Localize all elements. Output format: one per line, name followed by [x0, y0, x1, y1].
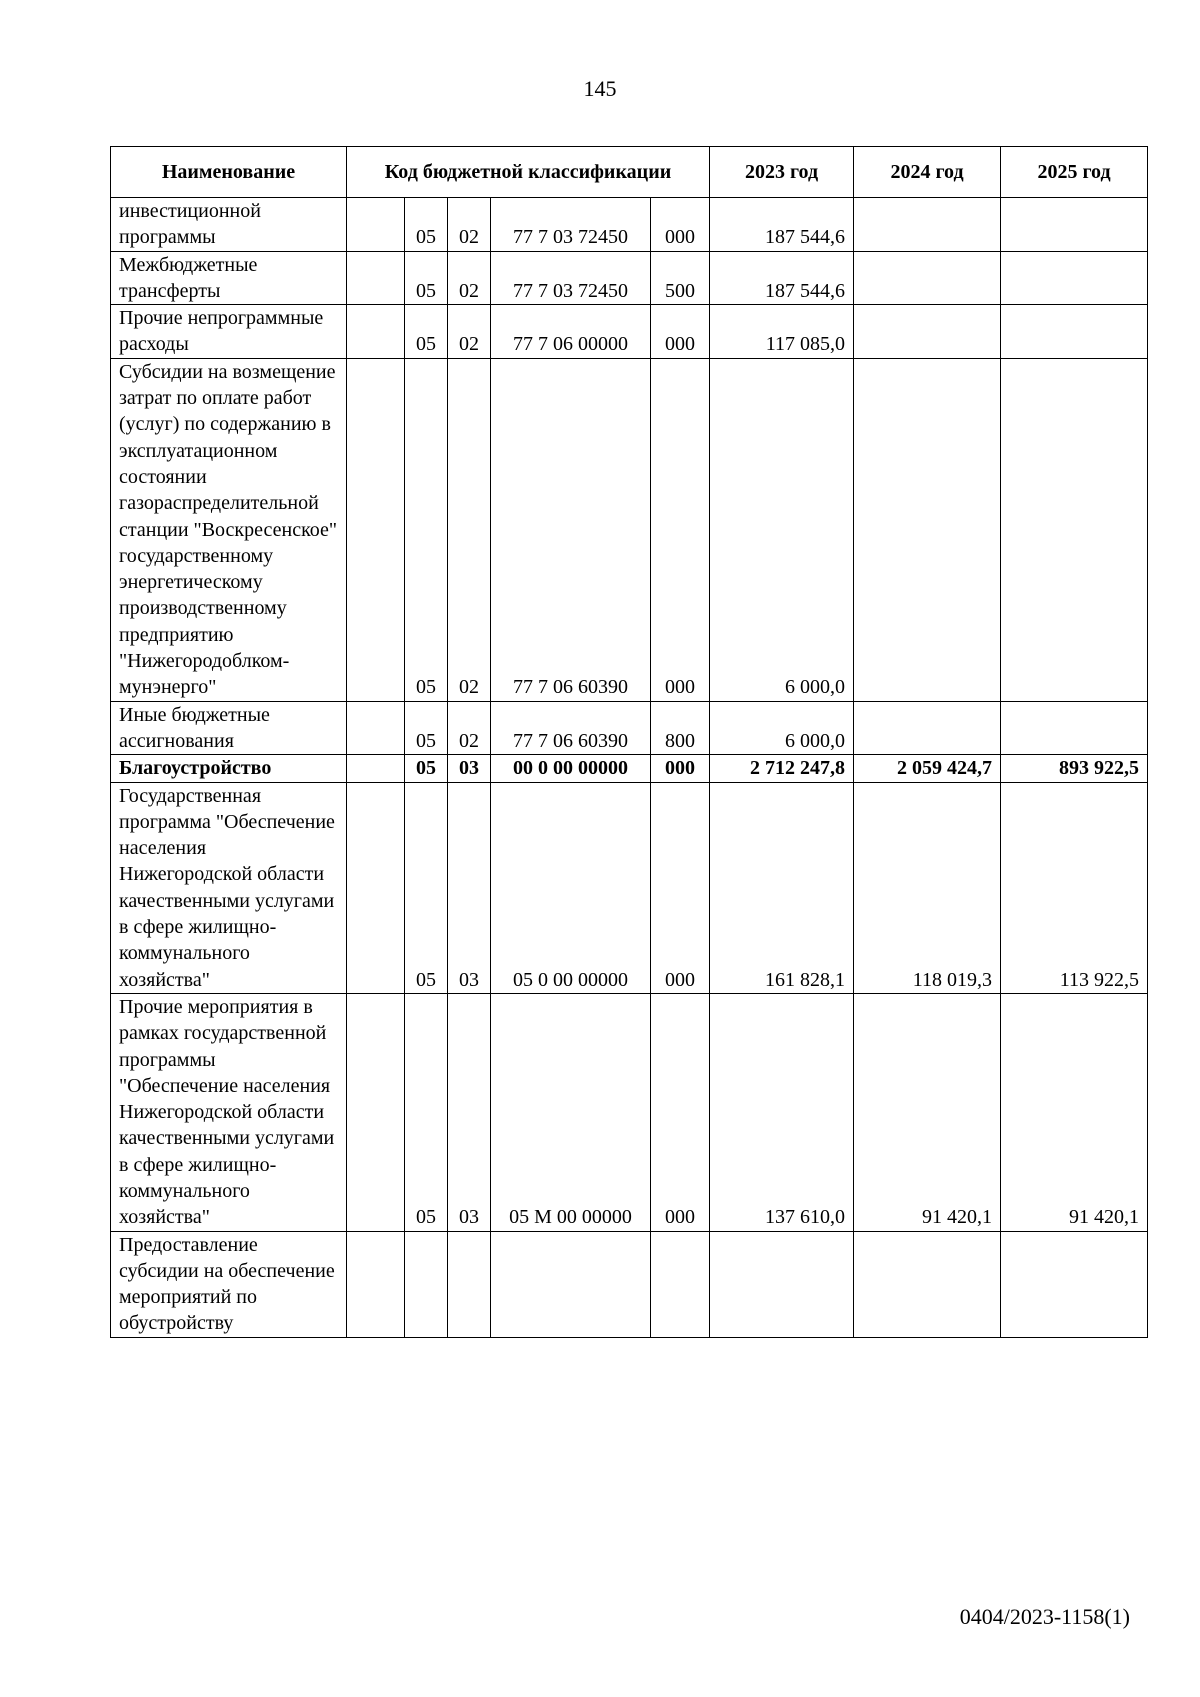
- code-target-cell: 00 0 00 00000: [491, 755, 651, 782]
- code-section-cell: 05: [405, 358, 448, 701]
- value-2024-cell: [854, 198, 1001, 252]
- table-row: [111, 1231, 1148, 1337]
- header-code: Код бюджетной классификации: [347, 147, 710, 198]
- budget-table: [110, 146, 1148, 1338]
- value-2024-cell: 2 059 424,7: [854, 755, 1001, 782]
- code-target-cell: 77 7 06 60390: [491, 358, 651, 701]
- code-subsection-cell: 02: [448, 701, 491, 755]
- code-section-cell: 05: [405, 198, 448, 252]
- code-section-cell: 05: [405, 782, 448, 993]
- row-name-cell: Прочие мероприятия в рамках государственной программы "Обеспечение населения Нижегородской области качественными услугами в сфере жилищно-коммунального хозяйства": [111, 993, 347, 1231]
- value-2023-cell: 187 544,6: [710, 251, 854, 305]
- header-row: [111, 147, 1148, 198]
- code-subsection-cell: 02: [448, 305, 491, 359]
- header-2024: 2024 год: [854, 147, 1001, 198]
- row-name-cell: Межбюджетные трансферты: [111, 251, 347, 305]
- code-subsection-cell: 02: [448, 251, 491, 305]
- page-number: 145: [583, 76, 617, 101]
- code-type-cell: [651, 1231, 710, 1337]
- code-subsection-cell: 02: [448, 358, 491, 701]
- value-2024-cell: 118 019,3: [854, 782, 1001, 993]
- header-2023: 2023 год: [710, 147, 854, 198]
- value-2025-cell: [1001, 1231, 1148, 1337]
- code-section-cell: 05: [405, 755, 448, 782]
- code-section-cell: 05: [405, 701, 448, 755]
- code-blank-cell: [347, 1231, 405, 1337]
- value-2023-cell: [710, 1231, 854, 1337]
- code-type-cell: 000: [651, 755, 710, 782]
- code-blank-cell: [347, 251, 405, 305]
- value-2025-cell: [1001, 251, 1148, 305]
- value-2023-cell: 161 828,1: [710, 782, 854, 993]
- value-2025-cell: [1001, 701, 1148, 755]
- code-subsection-cell: 03: [448, 993, 491, 1231]
- document-code: 0404/2023-1158(1): [959, 1604, 1130, 1629]
- code-section-cell: 05: [405, 305, 448, 359]
- value-2025-cell: [1001, 358, 1148, 701]
- code-subsection-cell: 02: [448, 198, 491, 252]
- header-2025: 2025 год: [1001, 147, 1148, 198]
- code-target-cell: 77 7 06 00000: [491, 305, 651, 359]
- code-blank-cell: [347, 305, 405, 359]
- value-2024-cell: [854, 701, 1001, 755]
- row-name-cell: Государственная программа "Обеспечение населения Нижегородской области качественными услугами в сфере жилищно-коммунального хозяйства": [111, 782, 347, 993]
- value-2024-cell: [854, 1231, 1001, 1337]
- value-2024-cell: [854, 305, 1001, 359]
- value-2024-cell: 91 420,1: [854, 993, 1001, 1231]
- code-subsection-cell: 03: [448, 782, 491, 993]
- code-target-cell: 77 7 03 72450: [491, 251, 651, 305]
- row-name-cell: инвестиционной программы: [111, 198, 347, 252]
- value-2023-cell: 6 000,0: [710, 701, 854, 755]
- table-row: [111, 701, 1148, 755]
- value-2023-cell: 6 000,0: [710, 358, 854, 701]
- table-row: [111, 198, 1148, 252]
- code-type-cell: 000: [651, 782, 710, 993]
- code-type-cell: 800: [651, 701, 710, 755]
- value-2023-cell: 187 544,6: [710, 198, 854, 252]
- code-subsection-cell: 03: [448, 755, 491, 782]
- code-section-cell: 05: [405, 993, 448, 1231]
- row-name-cell: Предоставление субсидии на обеспечение мероприятий по обустройству: [111, 1231, 347, 1337]
- code-blank-cell: [347, 782, 405, 993]
- code-target-cell: [491, 1231, 651, 1337]
- code-type-cell: 000: [651, 305, 710, 359]
- code-blank-cell: [347, 358, 405, 701]
- code-type-cell: 000: [651, 358, 710, 701]
- value-2025-cell: 893 922,5: [1001, 755, 1148, 782]
- code-subsection-cell: [448, 1231, 491, 1337]
- code-target-cell: 05 М 00 00000: [491, 993, 651, 1231]
- code-target-cell: 77 7 03 72450: [491, 198, 651, 252]
- code-section-cell: [405, 1231, 448, 1337]
- value-2025-cell: 91 420,1: [1001, 993, 1148, 1231]
- row-name-cell: Иные бюджетные ассигнования: [111, 701, 347, 755]
- code-type-cell: 000: [651, 993, 710, 1231]
- value-2024-cell: [854, 251, 1001, 305]
- table-row: [111, 755, 1148, 782]
- value-2025-cell: [1001, 198, 1148, 252]
- code-blank-cell: [347, 701, 405, 755]
- value-2023-cell: 117 085,0: [710, 305, 854, 359]
- value-2023-cell: 2 712 247,8: [710, 755, 854, 782]
- row-name-cell: Субсидии на возмещение затрат по оплате работ (услуг) по содержанию в эксплуатационном состоянии газораспределительной станции "Воскресенское" государственному энергетическому производственному предприятию "Нижегородоблком-мунэнерго": [111, 358, 347, 701]
- code-blank-cell: [347, 755, 405, 782]
- table-row: [111, 993, 1148, 1231]
- code-type-cell: 500: [651, 251, 710, 305]
- value-2025-cell: [1001, 305, 1148, 359]
- value-2023-cell: 137 610,0: [710, 993, 854, 1231]
- code-blank-cell: [347, 993, 405, 1231]
- row-name-cell: Благоустройство: [111, 755, 347, 782]
- code-section-cell: 05: [405, 251, 448, 305]
- code-blank-cell: [347, 198, 405, 252]
- code-target-cell: 05 0 00 00000: [491, 782, 651, 993]
- table-row: [111, 305, 1148, 359]
- table-row: [111, 782, 1148, 993]
- header-name: Наименование: [111, 147, 347, 198]
- table-row: [111, 251, 1148, 305]
- code-type-cell: 000: [651, 198, 710, 252]
- row-name-cell: Прочие непрограммные расходы: [111, 305, 347, 359]
- value-2025-cell: 113 922,5: [1001, 782, 1148, 993]
- value-2024-cell: [854, 358, 1001, 701]
- code-target-cell: 77 7 06 60390: [491, 701, 651, 755]
- table-row: [111, 358, 1148, 701]
